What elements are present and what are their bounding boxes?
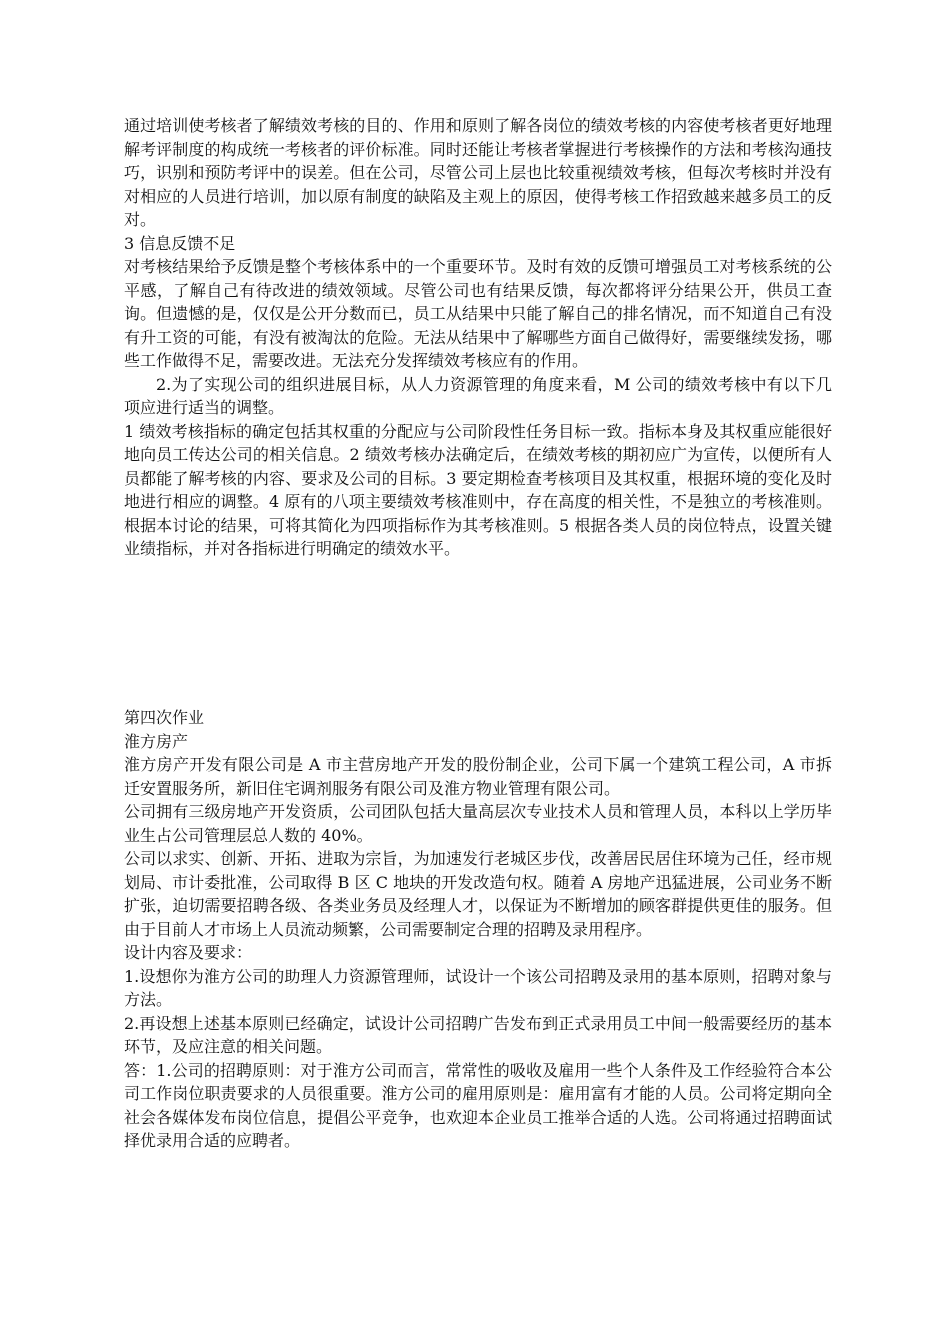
paragraph-adjustment-items: 1 绩效考核指标的确定包括其权重的分配应与公司阶段性任务目标一致。指标本身及其权重应能很好地向员工传达公司的相关信息。2 绩效考核办法确定后，在绩效考核的期初应广为宣传，以便所有人员都能了解考核的内容、要求及公司的目标。3 要定期检查考核项目及其权重，根据环境的变化及时地进行相应的调整。4 原有的八项主要绩效考核准则中，存在高度的相关性，不是独立的考核准则。根据本讨论的结果，可将其简化为四项指标作为其考核准则。5 根据各类人员的岗位特点，设置关键业绩指标，并对各指标进行明确定的绩效水平。	[124, 421, 832, 558]
paragraph-mission: 公司以求实、创新、开拓、进取为宗旨，为加速发行老城区步伐，改善居民居住环境为己任，经市规划局、市计委批准，公司取得 B 区 C 地块的开发改造句权。随着 A 房地产迅猛进展，公司业务不断扩张，迫切需要招聘各级、各类业务员及经理人才，以保证为不断增加的顾客群提供更佳的服务。但由于目前人才市场上人员流动频繁，公司需要制定合理的招聘及录用程序。	[124, 849, 832, 939]
paragraph-requirements-heading: 设计内容及要求：	[124, 943, 253, 962]
paragraph-answer: 答：1.公司的招聘原则：对于淮方公司而言，常常性的吸收及雇用一些个人条件及工作经验符合本公司工作岗位职责要求的人员很重要。淮方公司的雇用原则是：雇用富有才能的人员。公司将定期向全社会各媒体发布岗位信息，提倡公平竞争，也欢迎本企业员工推举合适的人选。公司将通过招聘面试择优录用合适的应聘者。	[124, 1060, 832, 1150]
bottom-section	[124, 706, 832, 1153]
paragraph-qualification: 公司拥有三级房地产开发资质，公司团队包括大量高层次专业技术人员和管理人员，本科以上学历毕业生占公司管理层总人数的 40%。	[124, 802, 832, 845]
paragraph-question-1: 1.设想你为淮方公司的助理人力资源管理师，试设计一个该公司招聘及录用的基本原则，招聘对象与方法。	[124, 966, 832, 1009]
paragraph-adjustment-intro: 2.为了实现公司的组织进展目标，从人力资源管理的角度来看，M 公司的绩效考核中有以下几项应进行适当的调整。	[124, 374, 832, 417]
case-title: 淮方房产	[124, 731, 189, 751]
section-title: 第四次作业	[124, 708, 205, 727]
heading-feedback: 3 信息反馈不足	[124, 233, 236, 253]
paragraph-company-intro: 淮方房产开发有限公司是 A 市主营房地产开发的股份制企业，公司下属一个建筑工程公司，A 市拆迁安置服务所，新旧住宅调剂服务有限公司及淮方物业管理有限公司。	[124, 755, 832, 798]
top-section	[124, 114, 832, 561]
paragraph-feedback: 对考核结果给予反馈是整个考核体系中的一个重要环节。及时有效的反馈可增强员工对考核系统的公平感，了解自己有待改进的绩效领域。尽管公司也有结果反馈，每次都将评分结果公开，供员工查询。但遗憾的是，仅仅是公开分数而已，员工从结果中只能了解自己的排名情况，而不知道自己有没有升工资的可能，有没有被淘汰的危险。无法从结果中了解哪些方面自己做得好，需要继续发扬，哪些工作做得不足，需要改进。无法充分发挥绩效考核应有的作用。	[124, 257, 832, 370]
paragraph-training: 通过培训使考核者了解绩效考核的目的、作用和原则了解各岗位的绩效考核的内容使考核者更好地理解考评制度的构成统一考核者的评价标准。同时还能让考核者掌握进行考核操作的方法和考核沟通技巧，识别和预防考评中的误差。但在公司，尽管公司上层也比较重视绩效考核，但每次考核时并没有对相应的人员进行培训，加以原有制度的缺陷及主观上的原因，使得考核工作招致越来越多员工的反对。	[124, 116, 832, 229]
paragraph-question-2: 2.再设想上述基本原则已经确定，试设计公司招聘广告发布到正式录用员工中间一般需要经历的基本环节，及应注意的相关问题。	[124, 1013, 832, 1056]
